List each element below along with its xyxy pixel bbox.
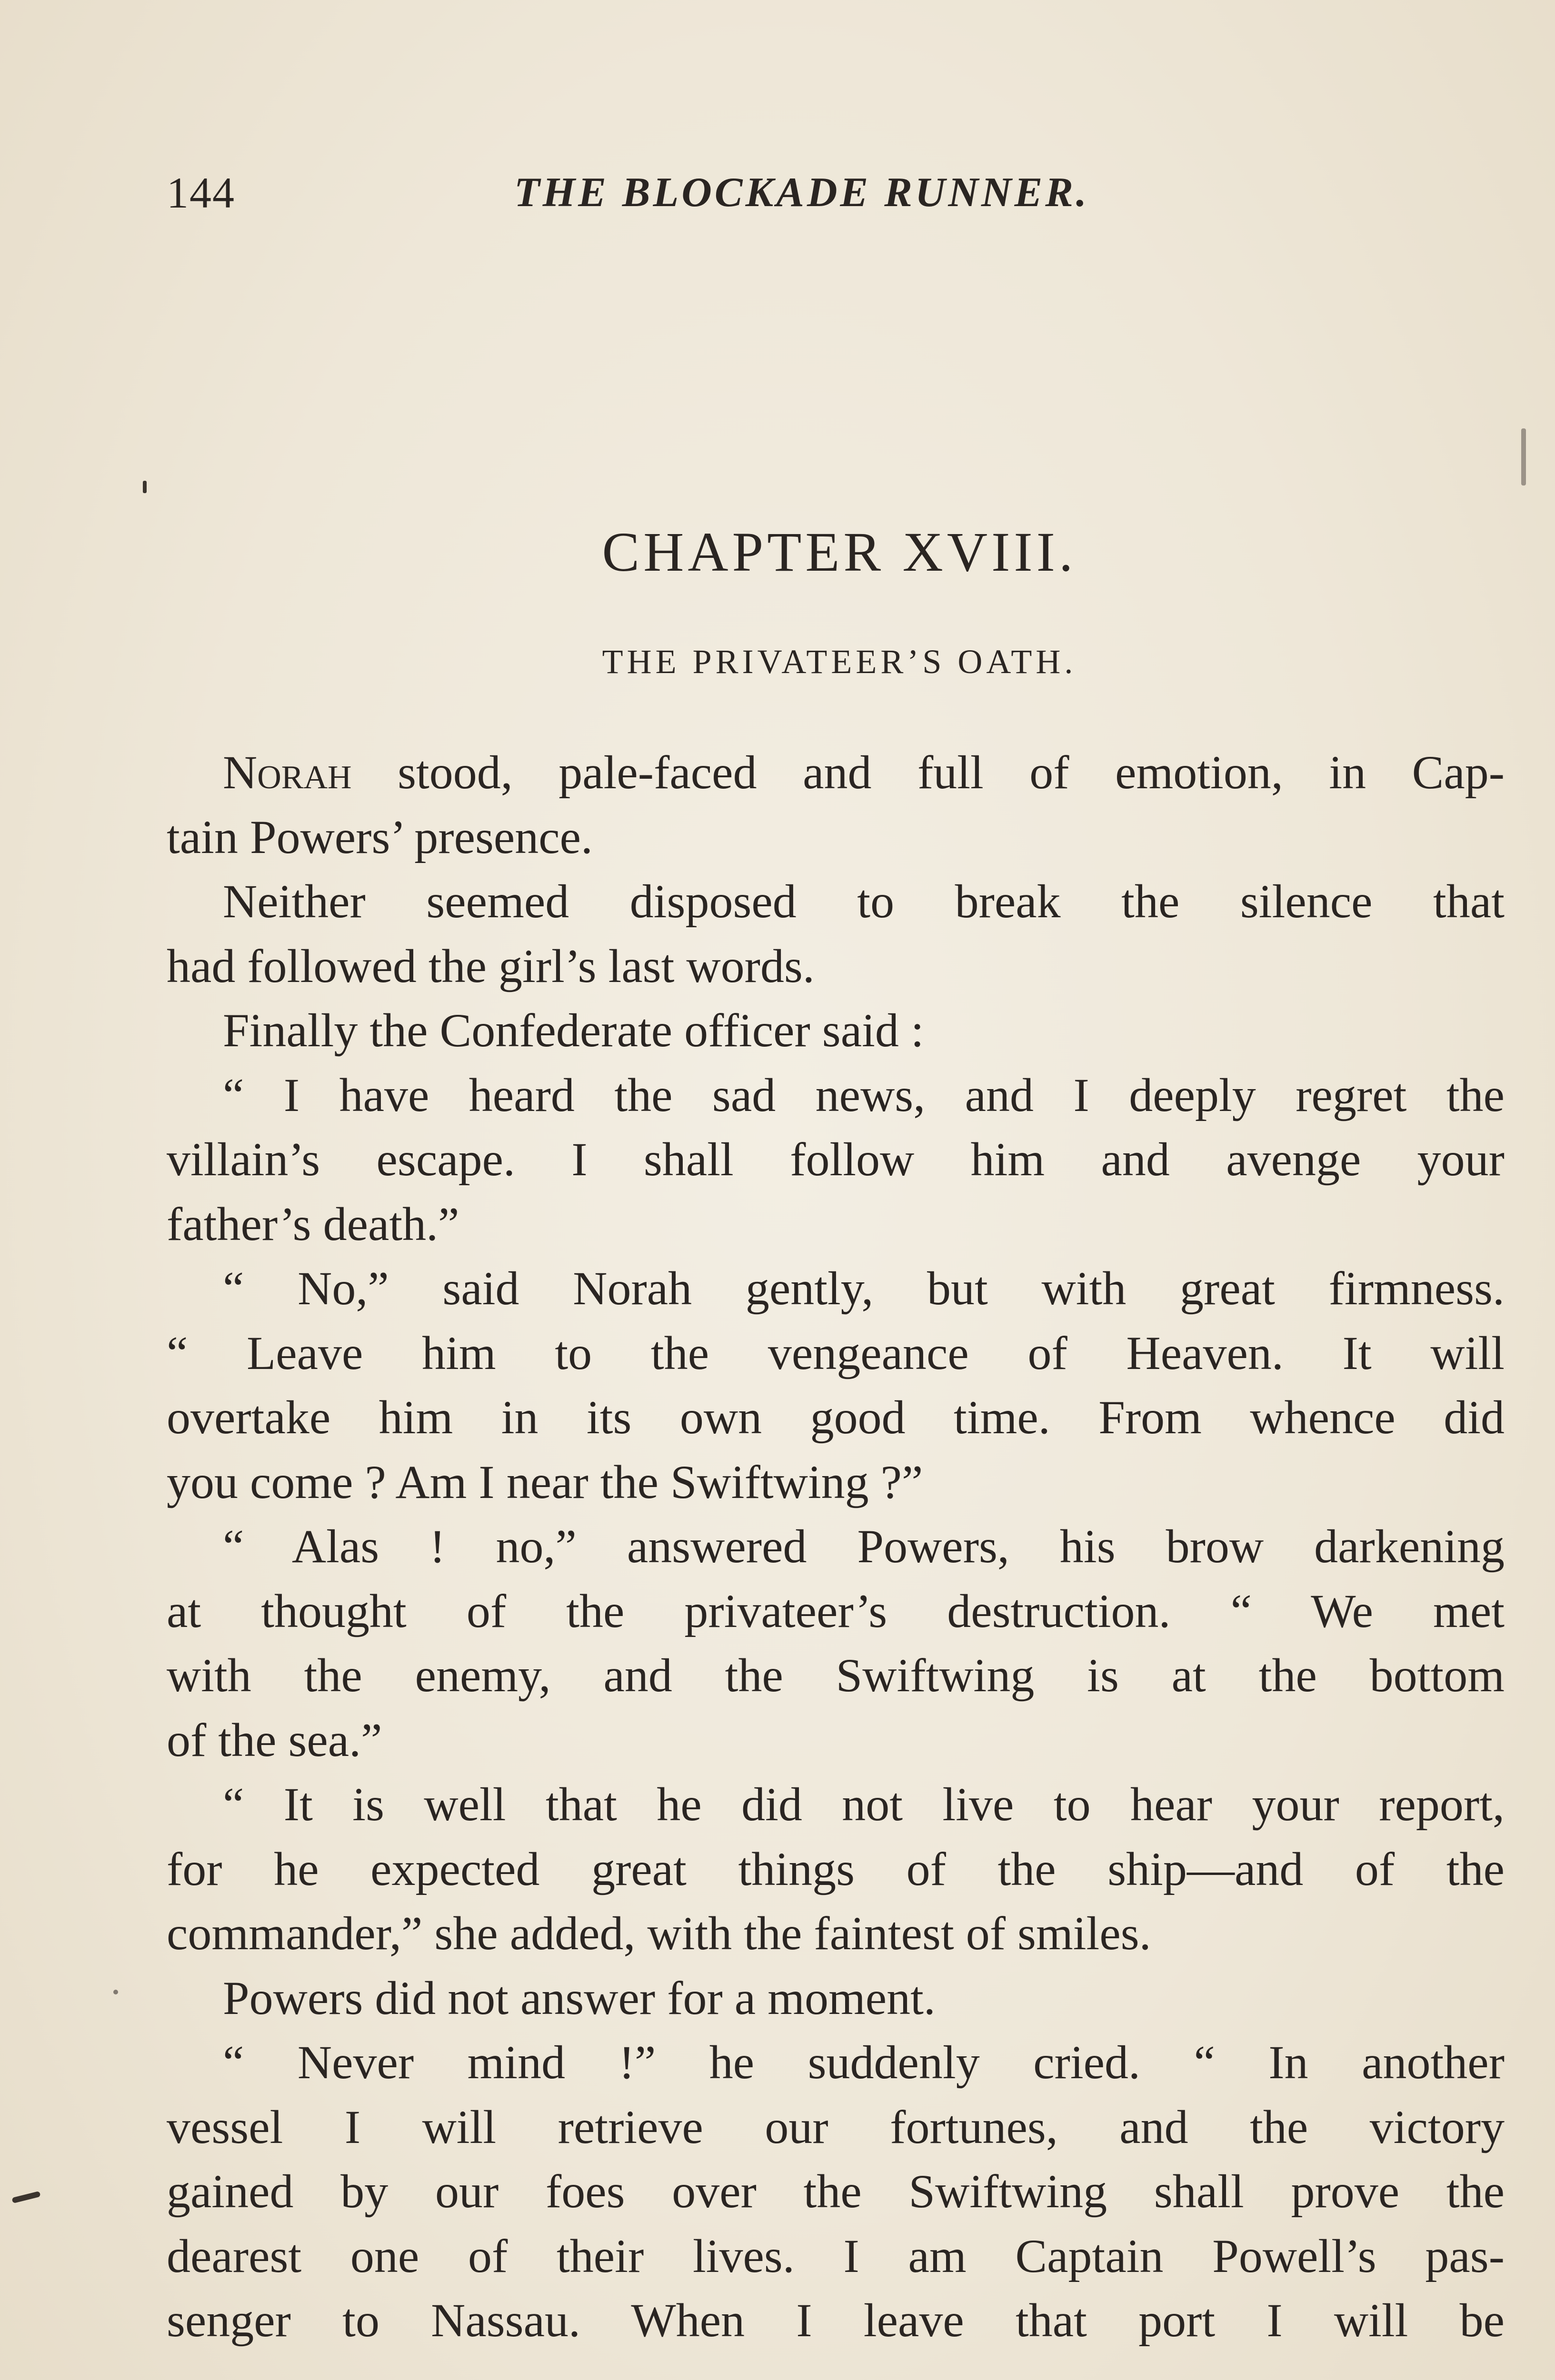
text-line: Finally the Confederate officer said : bbox=[223, 1004, 924, 1057]
text-line: gained by our foes over the Swiftwing shall prove the bbox=[167, 2165, 1505, 2218]
body-text bbox=[167, 740, 1505, 2353]
text-line: with the enemy, and the Swiftwing is at the bottom bbox=[167, 1649, 1505, 1702]
ink-speck bbox=[113, 1990, 118, 1994]
text-line: dearest one of their lives. I am Captain Powell’s pas- bbox=[167, 2229, 1505, 2282]
text-line: villain’s escape. I shall follow him and avenge your bbox=[167, 1133, 1505, 1186]
text-line: Powers did not answer for a moment. bbox=[223, 1971, 936, 2024]
text-line: “ I have heard the sad news, and I deeply regret the bbox=[223, 1068, 1505, 1121]
text-line: Neither seemed disposed to break the silence that bbox=[223, 875, 1505, 928]
text-line: for he expected great things of the ship—and of the bbox=[167, 1842, 1505, 1895]
text-line: had followed the girl’s last words. bbox=[167, 939, 815, 992]
chapter-subtitle: THE PRIVATEER’S OATH. bbox=[602, 643, 1077, 681]
ink-speck bbox=[11, 2191, 40, 2203]
text-line: “ No,” said Norah gently, but with great firmness. bbox=[223, 1262, 1505, 1315]
book-title: THE BLOCKADE RUNNER. bbox=[514, 169, 1089, 216]
text-line: tain Powers’ presence. bbox=[167, 810, 593, 863]
text-line: “ Leave him to the vengeance of Heaven. It will bbox=[167, 1326, 1505, 1379]
text-line: of the sea.” bbox=[167, 1713, 382, 1766]
ink-speck bbox=[1521, 428, 1526, 486]
running-head bbox=[167, 164, 1162, 221]
text-line: father’s death.” bbox=[167, 1197, 459, 1250]
chapter-heading: CHAPTER XVIII. bbox=[602, 521, 1077, 583]
text-line: overtake him in its own good time. From whence did bbox=[167, 1391, 1505, 1444]
text-line: “ Alas ! no,” answered Powers, his brow darkening bbox=[223, 1520, 1505, 1573]
ink-speck bbox=[143, 481, 147, 493]
text-line: at thought of the privateer’s destruction. “ We met bbox=[167, 1584, 1505, 1637]
text-line: senger to Nassau. When I leave that port I will be bbox=[167, 2294, 1505, 2347]
text-line: commander,” she added, with the faintest of smiles. bbox=[167, 1907, 1151, 1960]
text-line: “ Never mind !” he suddenly cried. “ In another bbox=[223, 2036, 1505, 2089]
text-line: vessel I will retrieve our fortunes, and the victory bbox=[167, 2100, 1505, 2153]
text-line: you come ? Am I near the Swiftwing ?” bbox=[167, 1455, 923, 1508]
page-number: 144 bbox=[167, 169, 235, 217]
text-line: Norah stood, pale-faced and full of emotion, in Cap- bbox=[223, 746, 1505, 799]
lead-word: Norah bbox=[223, 746, 352, 799]
text-line: “ It is well that he did not live to hear your report, bbox=[223, 1778, 1505, 1831]
